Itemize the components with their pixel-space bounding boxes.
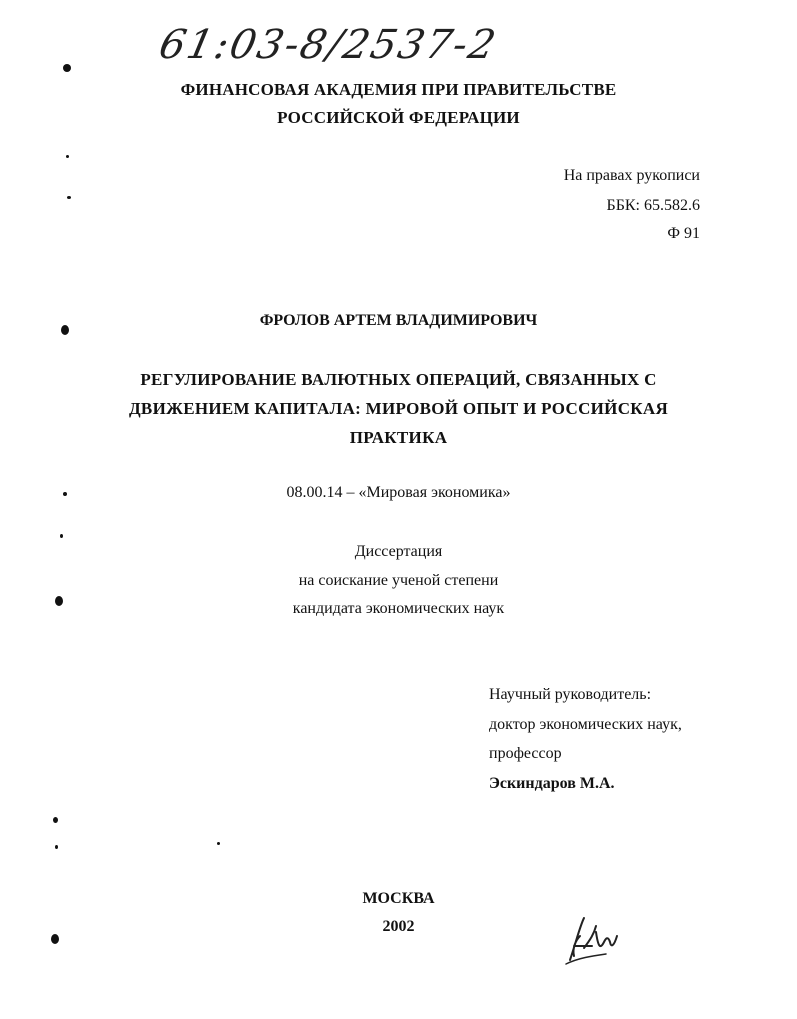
title-line-3: ПРАКТИКА <box>349 428 448 447</box>
scan-speck <box>55 845 58 849</box>
scan-speck <box>66 155 69 158</box>
scan-speck <box>63 492 67 496</box>
scan-speck <box>60 534 63 538</box>
author-name: ФРОЛОВ АРТЕМ ВЛАДИМИРОВИЧ <box>259 312 538 329</box>
advisor-label: Научный руководитель: <box>489 686 652 703</box>
advisor-name: Эскиндаров М.А. <box>489 775 615 792</box>
institution-line-1: ФИНАНСОВАЯ АКАДЕМИЯ ПРИ ПРАВИТЕЛЬСТВЕ <box>180 80 617 99</box>
specialty-code: 08.00.14 – «Мировая экономика» <box>286 484 511 501</box>
manuscript-rights-note: На правах рукописи <box>563 167 700 184</box>
title-line-1: РЕГУЛИРОВАНИЕ ВАЛЮТНЫХ ОПЕРАЦИЙ, СВЯЗАННЫХ С <box>140 370 657 389</box>
institution-line-2: РОССИЙСКОЙ ФЕДЕРАЦИИ <box>277 108 520 127</box>
title-line-2: ДВИЖЕНИЕМ КАПИТАЛА: МИРОВОЙ ОПЫТ И РОССИЙСКАЯ <box>128 399 669 418</box>
scan-speck <box>55 596 63 606</box>
scan-speck <box>61 325 69 335</box>
city: МОСКВА <box>362 890 435 907</box>
signature-mark <box>562 912 626 972</box>
handwritten-catalog-code: 61:03-8/2537-2 <box>155 22 502 68</box>
year: 2002 <box>382 918 415 935</box>
degree-name: кандидата экономических наук <box>292 600 505 617</box>
advisor-degree: доктор экономических наук, <box>489 716 682 733</box>
scan-speck <box>217 842 220 845</box>
degree-purpose: на соискание ученой степени <box>298 572 499 589</box>
scan-speck <box>53 817 58 823</box>
scan-speck <box>63 64 71 72</box>
library-code: Ф 91 <box>667 225 700 242</box>
bbk-classification: ББК: 65.582.6 <box>606 197 700 214</box>
scan-speck <box>67 196 71 199</box>
scan-speck <box>51 934 59 944</box>
advisor-title: профессор <box>489 745 562 762</box>
dissertation-label: Диссертация <box>354 543 443 560</box>
